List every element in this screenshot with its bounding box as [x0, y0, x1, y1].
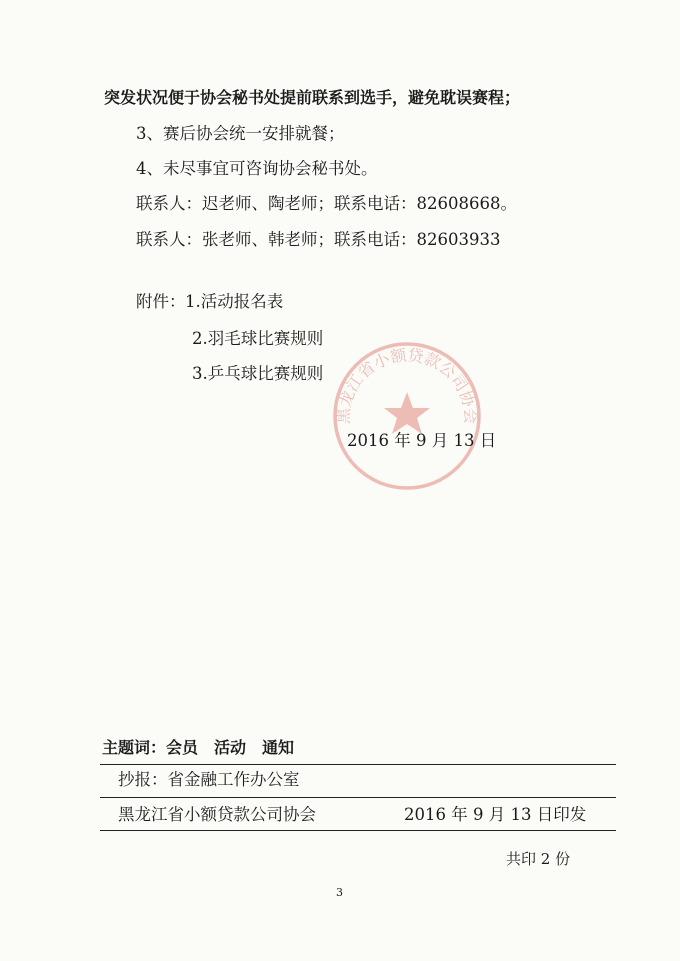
page-number: 3 [336, 886, 343, 899]
list-item-3: 3、赛后协会统一安排就餐； [136, 124, 345, 143]
attachments-label: 附件： [136, 292, 186, 311]
list-item-4: 4、未尽事宜可咨询协会秘书处。 [136, 159, 378, 178]
cc-line: 抄报：省金融工作办公室 [118, 770, 300, 789]
contact-line-2: 联系人：张老师、韩老师；联系电话：82603933 [136, 230, 501, 249]
print-date: 2016 年 9 月 13 日印发 [404, 805, 587, 824]
seal-text: 黑龙江省小额贷款公司协会 [333, 345, 481, 425]
seal-star-icon [384, 392, 430, 434]
attachment-item-1: 1.活动报名表 [185, 292, 284, 311]
copies: 共印 2 份 [506, 850, 571, 868]
contact-line-1: 联系人：迟老师、陶老师；联系电话：82608668。 [136, 194, 517, 213]
attachment-item-3: 3.乒乓球比赛规则 [192, 364, 324, 383]
body-line-1: 突发状况便于协会秘书处提前联系到选手，避免耽误赛程； [104, 88, 521, 107]
keywords: 主题词：会员 活动 通知 [102, 738, 295, 757]
footer-rule-3 [100, 830, 616, 831]
footer-rule-2 [100, 797, 616, 798]
footer-rule-1 [100, 764, 616, 765]
document-date: 2016 年 9 月 13 日 [347, 431, 497, 450]
official-seal [331, 340, 483, 492]
issuer: 黑龙江省小额贷款公司协会 [118, 805, 316, 824]
attachment-item-2: 2.羽毛球比赛规则 [192, 329, 324, 348]
